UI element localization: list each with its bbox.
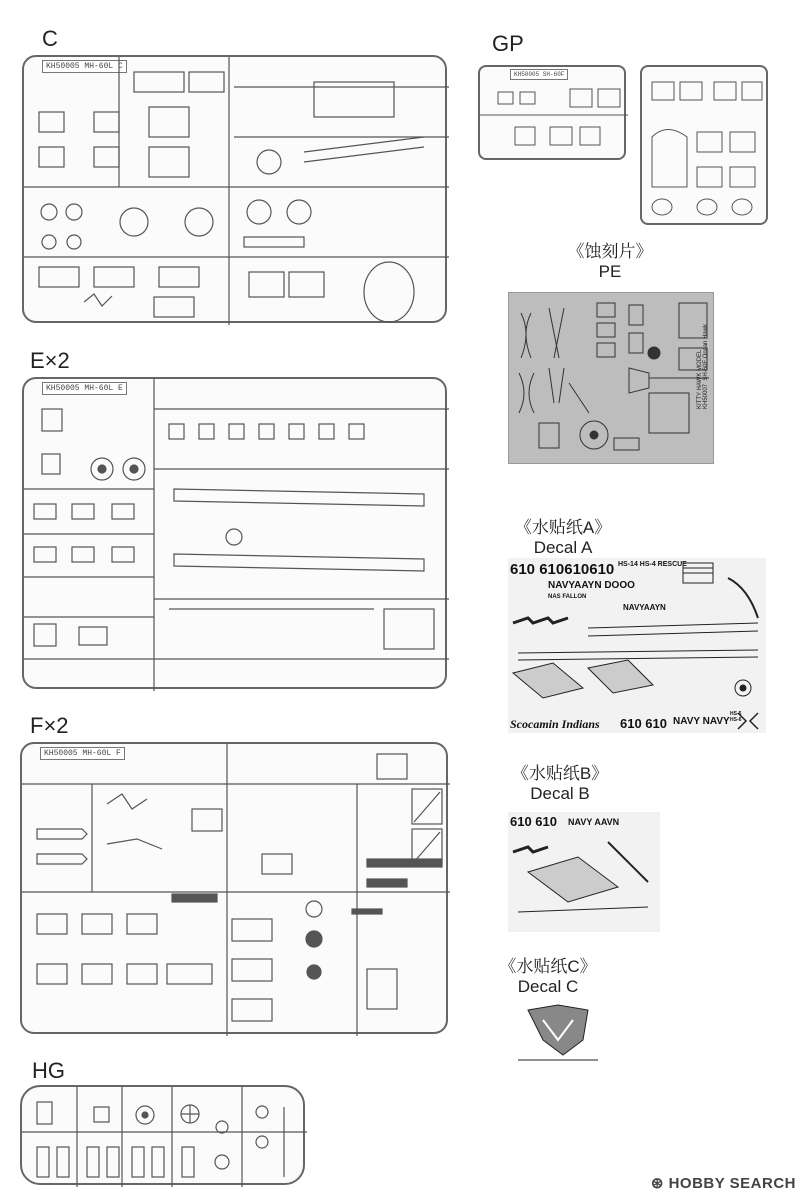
sprue-c-tag: KH50005 MH-60L C (42, 60, 127, 73)
decal-b-text-1: 610 610 (510, 814, 557, 829)
sprue-gp-right-parts (642, 67, 770, 227)
decal-a-artwork (508, 558, 766, 733)
decal-c-caption: 《水贴纸C》 Decal C (499, 957, 597, 996)
decal-a-text-7: 610 610 (620, 716, 667, 731)
hobby-search-watermark: ⊛ HOBBY SEARCH (650, 1175, 796, 1192)
sprue-gp-tag: KH50005 SH-60F (510, 69, 568, 80)
sprue-e-label: E×2 (30, 348, 70, 373)
pe-parts (509, 293, 715, 465)
sprue-f-frame (20, 742, 448, 1034)
sprue-gp-left-frame (478, 65, 626, 160)
decal-c-artwork (508, 1000, 608, 1070)
sprue-c-label: C (42, 26, 58, 51)
sprue-c-parts (24, 57, 449, 325)
decal-a-text-5: NAVYAAYN (623, 603, 666, 612)
decal-b-text-2: NAVY AAVN (568, 817, 620, 827)
decal-a-text-3: NAVYAAYN DOOO (548, 580, 635, 591)
sprue-f-tag: KH50005 MH-60L F (40, 747, 125, 760)
decal-a-text-4: NAS FALLON (548, 594, 587, 600)
decal-a-text-8: NAVY NAVY (673, 716, 730, 727)
pe-side-text: KITTY HAWK MODEL KH50007 SH-60F Ocean Hawk (697, 323, 709, 409)
sprue-hg-parts (22, 1087, 307, 1187)
pe-sheet (508, 292, 714, 464)
decal-a-text-1: 610 610610610 (510, 561, 615, 578)
decal-b-artwork (508, 812, 660, 932)
sprue-f-parts (22, 744, 450, 1036)
decal-a-caption: 《水贴纸A》 Decal A (514, 518, 612, 557)
pe-caption: 《蚀刻片》 PE (567, 242, 653, 281)
sprue-c-frame (22, 55, 447, 323)
decal-a-text-6: Scocamin Indians (510, 717, 600, 731)
sprue-hg-label: HG (32, 1058, 65, 1083)
sprue-e-frame (22, 377, 447, 689)
decal-c-sheet (508, 1000, 608, 1070)
sprue-f-label: F×2 (30, 713, 69, 738)
decal-a-sheet (508, 558, 766, 733)
decal-b-caption: 《水贴纸B》 Decal B (511, 764, 609, 803)
decal-a-text-2: HS-14 HS-4 RESCUE (618, 561, 687, 568)
sprue-e-tag: KH50005 MH-60L E (42, 382, 127, 395)
decal-b-sheet (508, 812, 660, 932)
sprue-hg-frame (20, 1085, 305, 1185)
sprue-gp-right-frame (640, 65, 768, 225)
sprue-gp-label: GP (492, 31, 524, 56)
decal-a-text-9: HS-5 HS-6 (730, 711, 742, 723)
sprue-gp-left-parts (480, 67, 628, 162)
sprue-e-parts (24, 379, 449, 691)
